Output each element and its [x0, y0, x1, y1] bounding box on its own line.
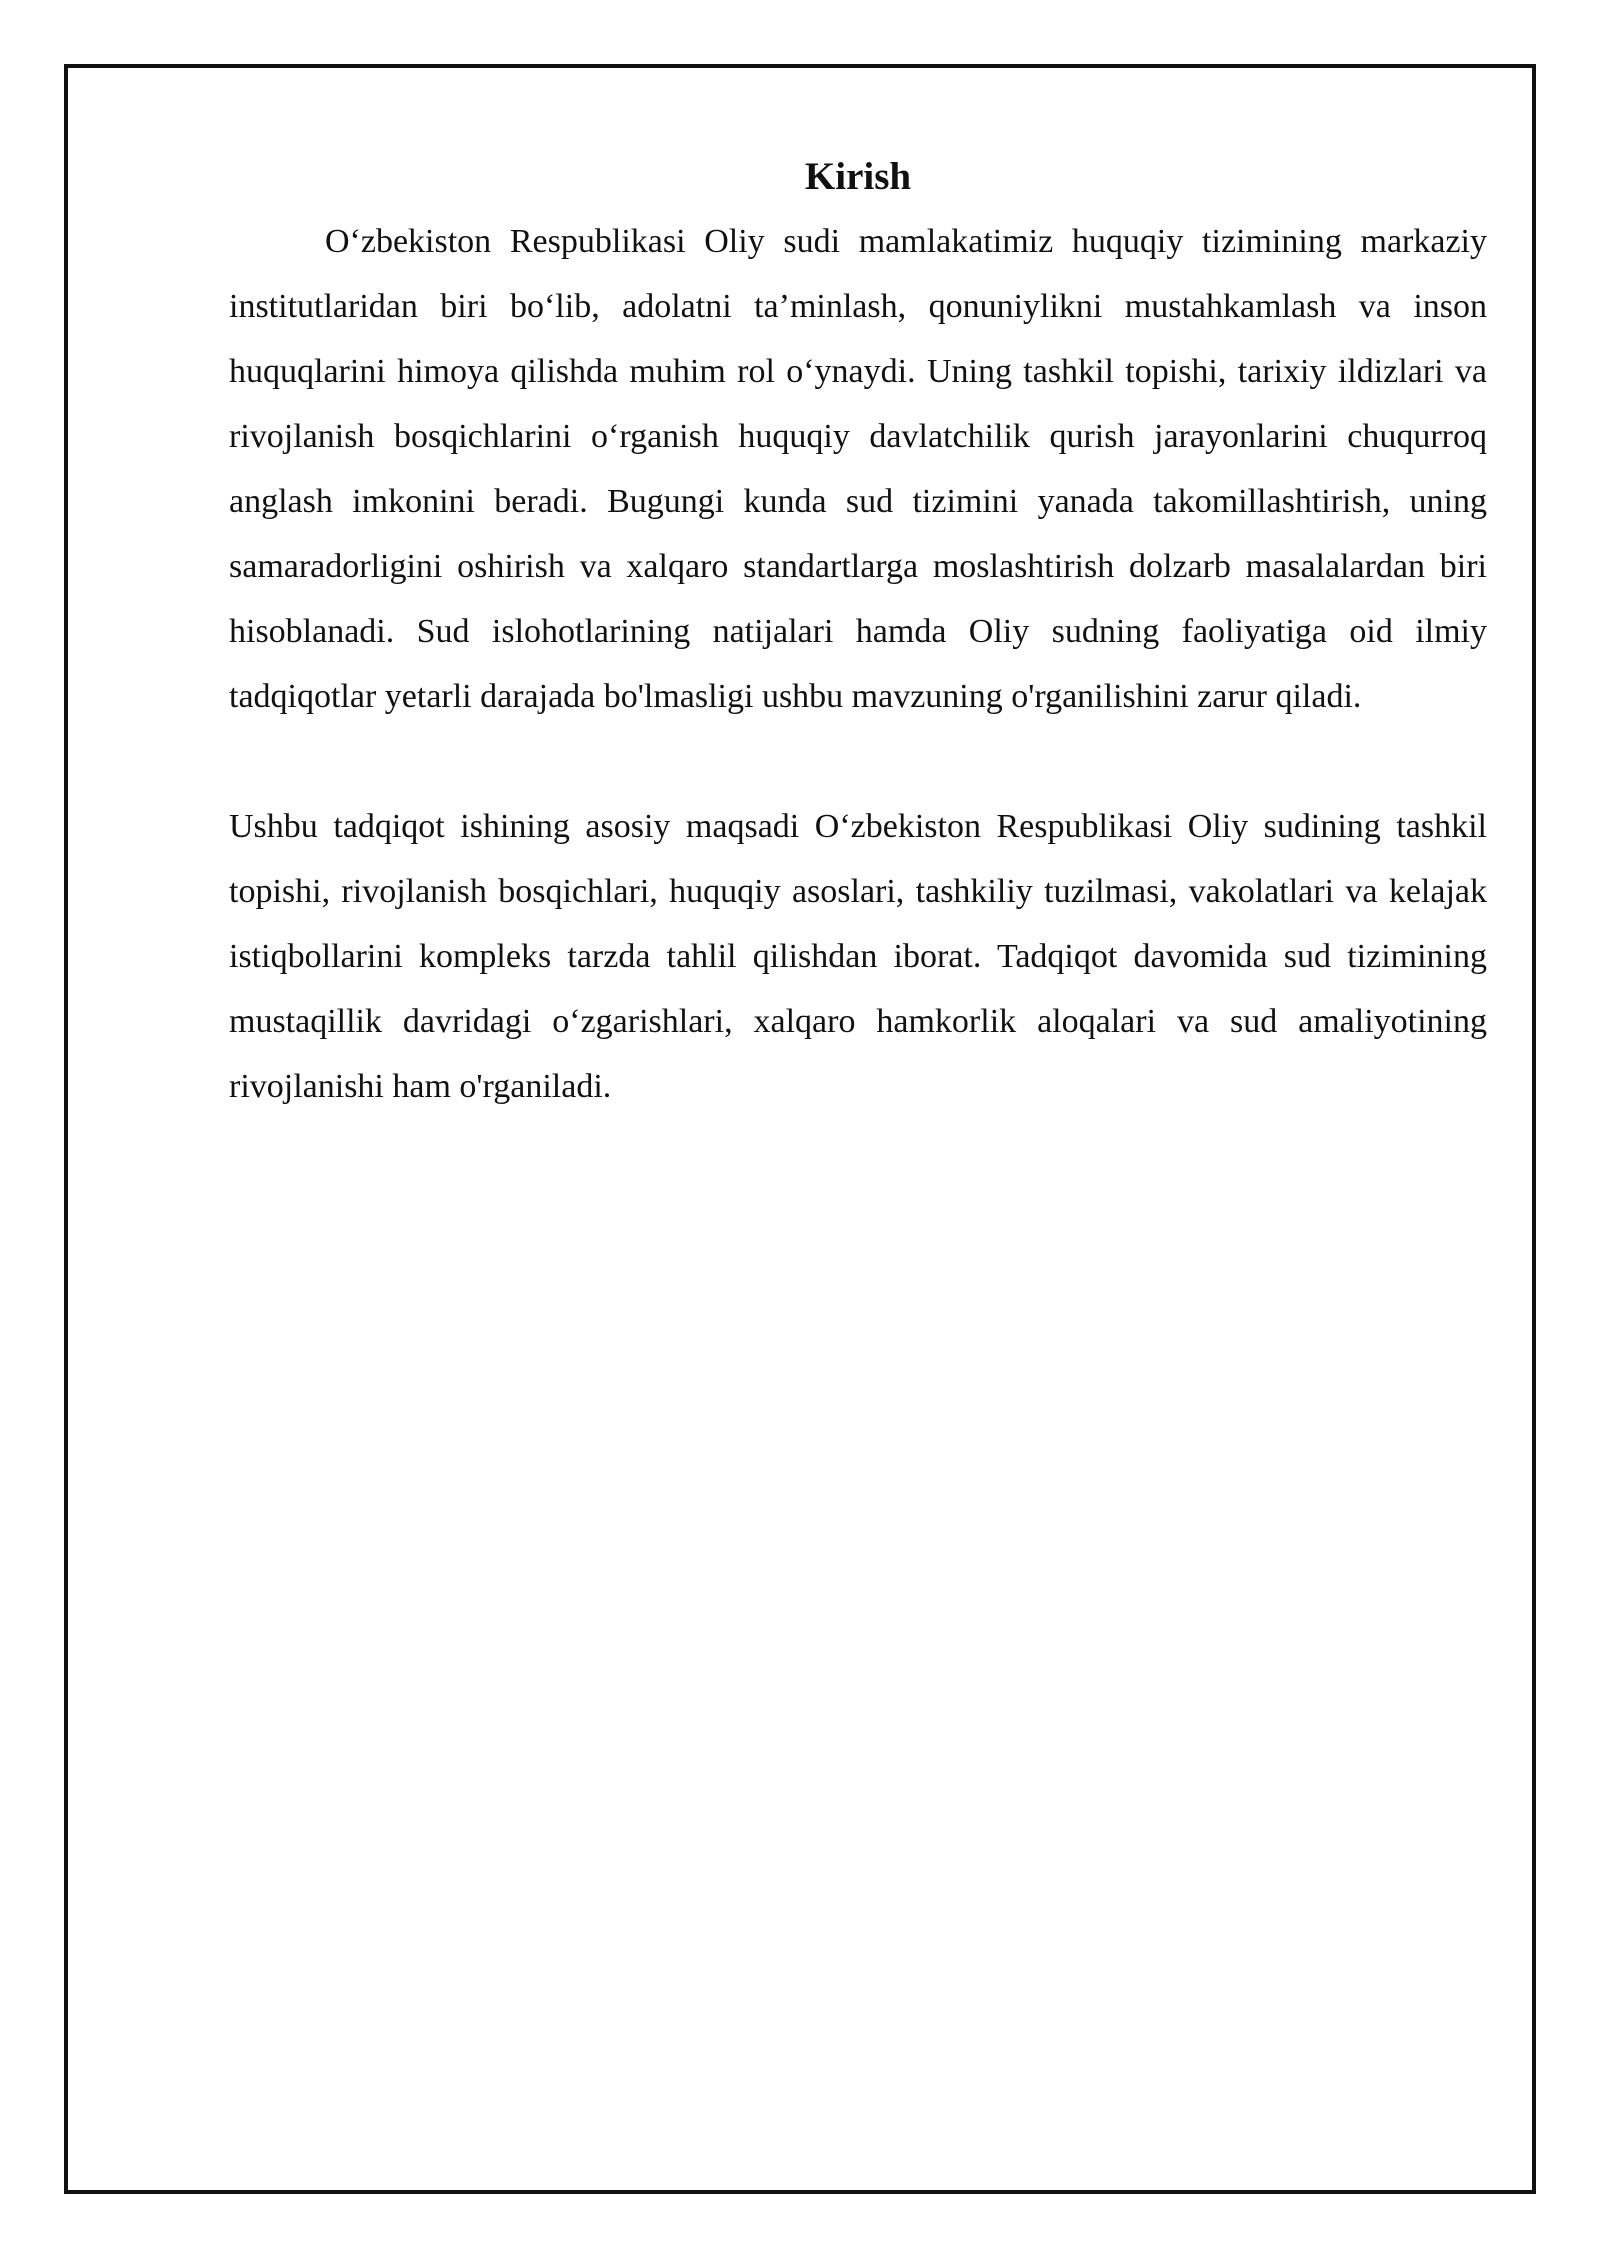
paragraph-spacer [229, 729, 1487, 794]
paragraph-introduction: O‘zbekiston Respublikasi Oliy sudi mamlakatimiz huquqiy tizimining markaziy institutlaridan biri bo‘lib, adolatni ta’minlash, qonuniylikni mustahkamlash va inson huquqlarini himoya qilishda muhim rol o‘ynaydi. Uning tashkil topishi, tarixiy ildizlari va rivojlanish bosqichlarini o‘rganish huquqiy davlatchilik qurish jarayonlarini chuqurroq anglash imkonini beradi. Bugungi kunda sud tizimini yanada takomillashtirish, uning samaradorligini oshirish va xalqaro standartlarga moslashtirish dolzarb masalalardan biri hisoblanadi. Sud islohotlarining natijalari hamda Oliy sudning faoliyatiga oid ilmiy tadqiqotlar yetarli darajada bo'lmasligi ushbu mavzuning o'rganilishini zarur qiladi. [229, 223, 1487, 715]
document-body [229, 144, 1487, 1119]
document-title: Kirish [804, 155, 912, 198]
paragraph-research-aim: Ushbu tadqiqot ishining asosiy maqsadi O‘zbekiston Respublikasi Oliy sudining tashkil topishi, rivojlanish bosqichlari, huquqiy asoslari, tashkiliy tuzilmasi, vakolatlari va kelajak istiqbollarini kompleks tarzda tahlil qilishdan iborat. Tadqiqot davomida sud tizimining mustaqillik davridagi o‘zgarishlari, xalqaro hamkorlik aloqalari va sud amaliyotining rivojlanishi ham o'rganiladi. [229, 808, 1487, 1105]
